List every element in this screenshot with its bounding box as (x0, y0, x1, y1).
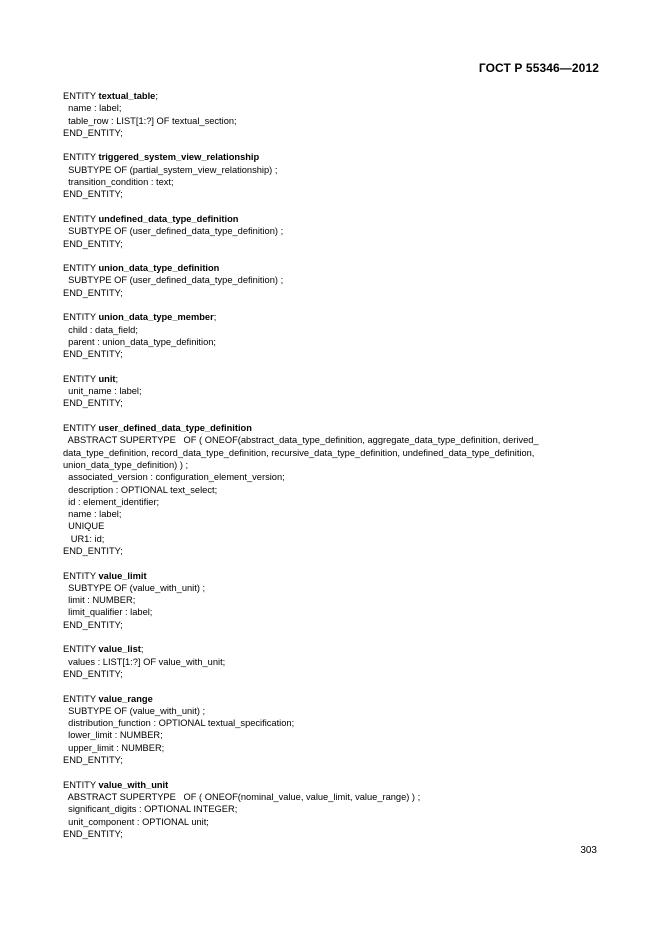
code-line: END_ENTITY; (63, 398, 123, 409)
code-line: name : label; (63, 509, 122, 520)
code-line: id : element_identifier; (63, 496, 160, 507)
code-line: END_ENTITY; (63, 545, 123, 556)
page-number: 303 (580, 845, 597, 856)
code-line: transition_condition : text; (63, 177, 174, 188)
entity-keyword: ENTITY (63, 644, 99, 655)
code-line: SUBTYPE OF (partial_system_view_relationship) ; (63, 164, 278, 175)
code-line: union_data_type_definition) ) ; (63, 459, 189, 470)
code-line: END_ENTITY; (63, 287, 123, 298)
code-line: associated_version : configuration_element_version; (63, 472, 285, 483)
entity-block (63, 311, 603, 360)
code-line: SUBTYPE OF (user_defined_data_type_definition) ; (63, 275, 284, 286)
entity-suffix: ; (155, 91, 158, 101)
entity-block (63, 213, 603, 250)
entity-declaration (63, 262, 603, 274)
entity-block (63, 643, 603, 680)
entity-name: unit (98, 373, 116, 384)
entity-declaration (63, 643, 603, 655)
document-id-header: ГОСТ Р 55346—2012 (478, 61, 599, 75)
code-line: upper_limit : NUMBER; (63, 742, 165, 753)
entity-name: triggered_system_view_relationship (98, 152, 260, 163)
entity-keyword: ENTITY (63, 570, 99, 581)
code-line: child : data_field; (63, 324, 138, 335)
entity-block (63, 779, 603, 840)
code-line: ABSTRACT SUPERTYPE OF ( ONEOF(nominal_value, value_limit, value_range) ) ; (63, 791, 421, 802)
entity-name: textual_table (98, 91, 156, 101)
entity-name: value_limit (98, 570, 147, 581)
entity-keyword: ENTITY (63, 423, 99, 434)
code-line: END_ENTITY; (63, 349, 123, 360)
entity-block (63, 90, 603, 139)
entity-keyword: ENTITY (63, 373, 99, 384)
code-line: description : OPTIONAL text_select; (63, 484, 218, 495)
entity-declaration (63, 570, 603, 582)
code-line: ABSTRACT SUPERTYPE OF ( ONEOF(abstract_data_type_definition, aggregate_data_type_definition, derived_ (63, 435, 539, 446)
entity-block (63, 570, 603, 631)
entity-keyword: ENTITY (63, 312, 99, 323)
code-line: UNIQUE (63, 521, 105, 532)
code-line: END_ENTITY; (63, 189, 123, 200)
code-line: limit : NUMBER; (63, 595, 136, 606)
entity-declaration (63, 422, 603, 434)
code-line: SUBTYPE OF (user_defined_data_type_definition) ; (63, 226, 284, 237)
entity-declaration (63, 90, 603, 102)
entity-block (63, 262, 603, 299)
code-line: SUBTYPE OF (value_with_unit) ; (63, 705, 206, 716)
entity-declaration (63, 213, 603, 225)
entity-keyword: ENTITY (63, 779, 99, 790)
entity-block (63, 151, 603, 200)
code-line: values : LIST[1:?] OF value_with_unit; (63, 656, 226, 667)
code-line: limit_qualifier : label; (63, 607, 153, 618)
entity-name: value_list (98, 644, 141, 655)
entity-name: union_data_type_member (98, 312, 214, 323)
code-line: parent : union_data_type_definition; (63, 336, 216, 347)
entity-keyword: ENTITY (63, 263, 99, 274)
express-code-listing (63, 90, 603, 852)
code-line: END_ENTITY; (63, 668, 123, 679)
code-line: unit_name : label; (63, 386, 142, 397)
entity-suffix: ; (140, 644, 144, 655)
entity-declaration (63, 373, 603, 385)
entity-block (63, 373, 603, 410)
entity-suffix: ; (213, 312, 217, 323)
entity-name: union_data_type_definition (98, 263, 220, 274)
entity-suffix: ; (115, 373, 119, 384)
entity-name: undefined_data_type_definition (98, 213, 239, 224)
entity-name: value_with_unit (98, 779, 169, 790)
code-line: significant_digits : OPTIONAL INTEGER; (63, 804, 238, 815)
entity-keyword: ENTITY (63, 213, 99, 224)
entity-declaration (63, 151, 603, 163)
code-line: table_row : LIST[1:?] OF textual_section; (63, 115, 237, 126)
entity-block (63, 422, 603, 557)
entity-name: user_defined_data_type_definition (98, 423, 252, 434)
code-line: END_ENTITY; (63, 127, 123, 138)
code-line: UR1: id; (63, 533, 105, 544)
code-line: data_type_definition, record_data_type_definition, recursive_data_type_definition, undefined_data_type_definition, (63, 447, 535, 458)
code-line: END_ENTITY; (63, 828, 123, 839)
entity-keyword: ENTITY (63, 91, 99, 101)
code-line: END_ENTITY; (63, 238, 123, 249)
code-line: name : label; (63, 103, 122, 114)
code-line: lower_limit : NUMBER; (63, 730, 163, 741)
code-line: END_ENTITY; (63, 619, 123, 630)
entity-block (63, 693, 603, 767)
entity-declaration (63, 779, 603, 791)
entity-declaration (63, 693, 603, 705)
code-line: unit_component : OPTIONAL unit; (63, 816, 209, 827)
code-line: distribution_function : OPTIONAL textual_specification; (63, 718, 295, 729)
code-line: SUBTYPE OF (value_with_unit) ; (63, 582, 206, 593)
entity-declaration (63, 311, 603, 323)
entity-name: value_range (98, 693, 153, 704)
code-line: END_ENTITY; (63, 755, 123, 766)
entity-keyword: ENTITY (63, 693, 99, 704)
entity-keyword: ENTITY (63, 152, 99, 163)
